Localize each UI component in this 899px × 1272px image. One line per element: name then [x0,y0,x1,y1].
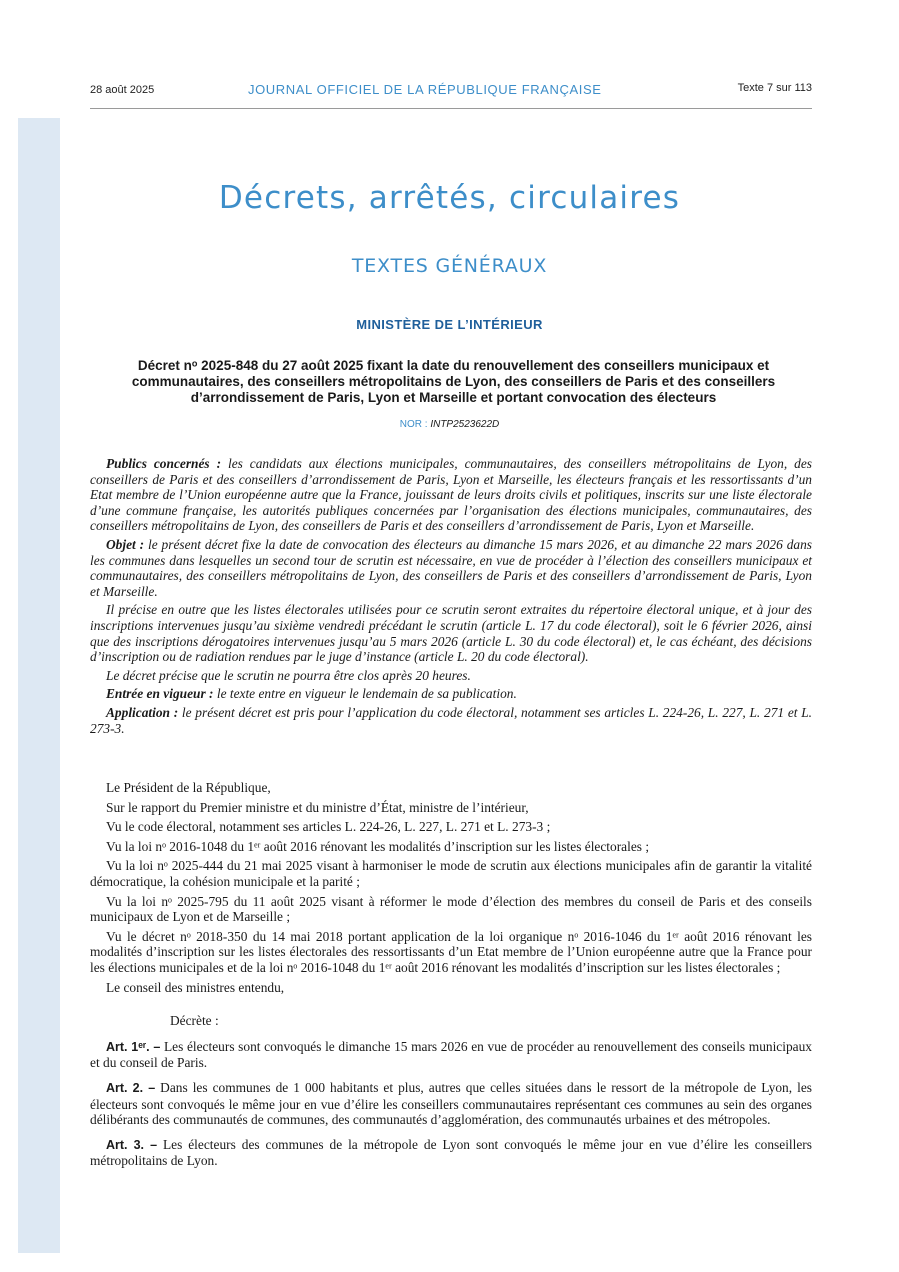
subsection-title: TEXTES GÉNÉRAUX [351,255,548,277]
entree-text: le texte entre en vigueur le lendemain de sa publication. [213,686,517,702]
visa-paragraph: Vu le code électoral, notamment ses articles L. 224-26, L. 227, L. 271 et L. 273-3 ; [106,819,551,835]
article-1-label: Art. 1ᵉʳ. – [106,1039,161,1054]
objet-text: le présent décret fixe la date de convocation des électeurs au dimanche 15 mars 2026, et au dimanche 22 mars 2026 dans les communes dans lesquelles un second tour de scrutin est nécessaire, en vue de procéder à l’élection des conseillers municipaux et communautaires, des conseillers métropolitains de Lyon, des conseillers de Paris et des conseillers d’arrondissement de Paris, Lyon et Marseille. [90,536,812,599]
publication-date: 28 août 2025 [90,84,155,96]
summary-publics [90,456,812,534]
decree-summary [90,456,812,739]
summary-application [90,705,812,736]
summary-clos: Le décret précise que le scrutin ne pourra être clos après 20 heures. [106,667,471,683]
visa-paragraph: Vu la loi nᵒ 2016-1048 du 1ᵉʳ août 2016 rénovant les modalités d’inscription sur les listes électorales ; [106,838,650,854]
body-paragraph: Le conseil des ministres entendu, [106,979,285,995]
section-title: Décrets, arrêtés, circulaires [218,180,681,216]
nor-label: NOR : [399,419,431,430]
page-margin-band [18,118,60,1253]
article-3 [90,1137,812,1169]
nor-reference [0,419,899,430]
publics-label: Publics concernés : [106,456,222,471]
application-text: le présent décret est pris pour l’application du code électoral, notamment ses articles L. 224-26, L. 227, L. 271 et L. 273-3. [90,704,813,736]
article-2-text: Dans les communes de 1 000 habitants et plus, autres que celles situées dans le ressort de la métropole de Lyon, les électeurs sont convoqués le même jour en vue d’élire les conseillers communautaires représentant ces communes au sein des organes délibérants des communautés de communes, des communautés d’agglomération, des communautés urbaines et des métropoles. [90,1079,812,1128]
article-1-text: Les électeurs sont convoqués le dimanche 15 mars 2026 en vue de procéder au renouvellement des conseils municipaux et du conseil de Paris. [90,1038,813,1071]
body-paragraph: Sur le rapport du Premier ministre et du ministre d’État, ministre de l’intérieur, [106,799,529,815]
text-counter: Texte 7 sur 113 [737,82,812,94]
decrete-heading: Décrète : [170,1013,219,1029]
summary-objet [90,537,812,599]
header-rule [90,108,812,109]
article-3-label: Art. 3. – [106,1137,158,1152]
visa-paragraph: Vu le décret nᵒ 2018-350 du 14 mai 2018 portant application de la loi organique nᵒ 2016-1046 du 1ᵉʳ août 2016 rénovant les modalités d’inscription sur les listes électorales des ressortissants d’un Etat membre de l’Union européenne autre que la France pour les élections municipales et de la loi nᵒ 2016-1048 du 1ᵉʳ août 2016 rénovant les modalités d’inscription sur les listes électorales ; [90,928,812,975]
article-2 [90,1080,812,1128]
article-1 [90,1039,812,1071]
visa-paragraph: Vu la loi nᵒ 2025-795 du 11 août 2025 visant à réformer le mode d’élection des membres du conseil de Paris et des conseils municipaux de Lyon et de Marseille ; [90,893,812,925]
journal-name: JOURNAL OFFICIEL DE LA RÉPUBLIQUE FRANÇAISE [248,82,602,97]
summary-precise: Il précise en outre que les listes électorales utilisées pour ce scrutin seront extraites du répertoire électoral unique, et à jour des inscriptions intervenues jusqu’au sixième vendredi précédant le scrutin (article L. 17 du code électoral), soit le 6 février 2026, ainsi que des inscriptions dérogatoires intervenues jusqu’au 5 mars 2026 (article L. 30 du code électoral) et, le cas échéant, des décisions d’inscription ou de radiation rendues par le juge d’instance (article L. 20 du code électoral). [90,602,812,665]
visa-paragraph: Vu la loi nᵒ 2025-444 du 21 mai 2025 visant à harmoniser le mode de scrutin aux élections municipales afin de garantir la vitalité démocratique, la cohésion municipale et la parité ; [90,858,812,889]
summary-entree [90,686,812,702]
body-paragraph: Le Président de la République, [106,780,271,795]
publics-text: les candidats aux élections municipales, communautaires, des conseillers métropolitains de Lyon, des conseillers de Paris et des conseillers d’arrondissement de Paris, Lyon et Marseille, les électeurs français et les ressortissants d’un Etat membre de l’Union européenne autre que la France, jouissant de leurs droits civils et politiques, inscrits sur une liste électorale d’une commune française, les autorités publiques concernées par l’organisation des élections municipales, communautaires, des conseillers métropolitains de Lyon, des conseillers de Paris et des conseillers d’arrondissement de Paris, Lyon et Marseille. [90,456,813,534]
ministry-heading: MINISTÈRE DE L’INTÉRIEUR [356,317,543,332]
page-header [90,82,812,106]
entree-label: Entrée en vigueur : [106,686,214,702]
decree-title: Décret nᵒ 2025-848 du 27 août 2025 fixant la date du renouvellement des conseillers municipaux et communautaires, des conseillers métropolitains de Lyon, des conseillers de Paris et des conseillers d’arrondissement de Paris, Lyon et Marseille et portant convocation des électeurs [131,358,776,405]
objet-label: Objet : [106,536,145,552]
decree-body [90,780,812,1178]
application-label: Application : [106,704,179,720]
article-3-text: Les électeurs des communes de la métropole de Lyon sont convoqués le même jour en vue d’élire les conseillers métropolitains de Lyon. [90,1136,812,1169]
nor-value: INTP2523622D [430,419,500,430]
article-2-label: Art. 2. – [106,1080,156,1095]
